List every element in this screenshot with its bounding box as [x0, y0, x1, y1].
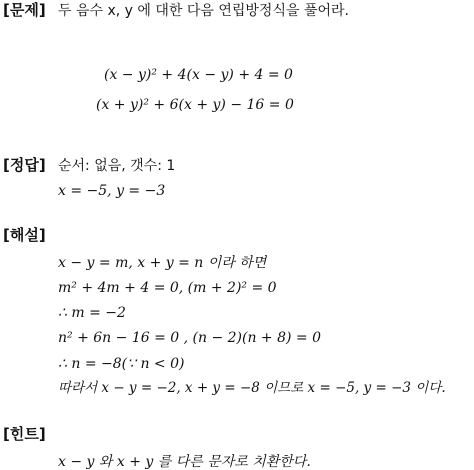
- solution-conclusion: 따라서 x − y = −2, x + y = −8 이므로 x = −5, y = −3 이다.: [58, 380, 446, 396]
- answer-value: x = −5, y = −3: [58, 183, 166, 199]
- solution-line: n² + 6n − 16 = 0 , (n − 2)(n + 8) = 0: [58, 330, 322, 346]
- solution-line: ∴ n = −8(∵ n < 0): [58, 356, 185, 372]
- problem-heading: [문제]: [3, 1, 46, 19]
- equation-2: (x + y)² + 6(x + y) − 16 = 0: [96, 97, 294, 113]
- hint-heading: [힌트]: [3, 425, 46, 443]
- equation-1: (x − y)² + 4(x − y) + 4 = 0: [104, 67, 293, 83]
- solution-line: x − y = m, x + y = n 이라 하면: [58, 255, 267, 271]
- answer-meta: 순서: 없음, 갯수: 1: [58, 158, 176, 174]
- solution-heading: [해설]: [3, 226, 46, 244]
- answer-heading: [정답]: [3, 156, 46, 174]
- solution-line: m² + 4m + 4 = 0, (m + 2)² = 0: [58, 280, 277, 296]
- problem-statement: 두 음수 x, y 에 대한 다음 연립방정식을 풀어라.: [58, 3, 349, 19]
- hint-text: x − y 와 x + y 를 다른 문자로 치환한다.: [58, 454, 311, 470]
- solution-line: ∴ m = −2: [58, 305, 126, 321]
